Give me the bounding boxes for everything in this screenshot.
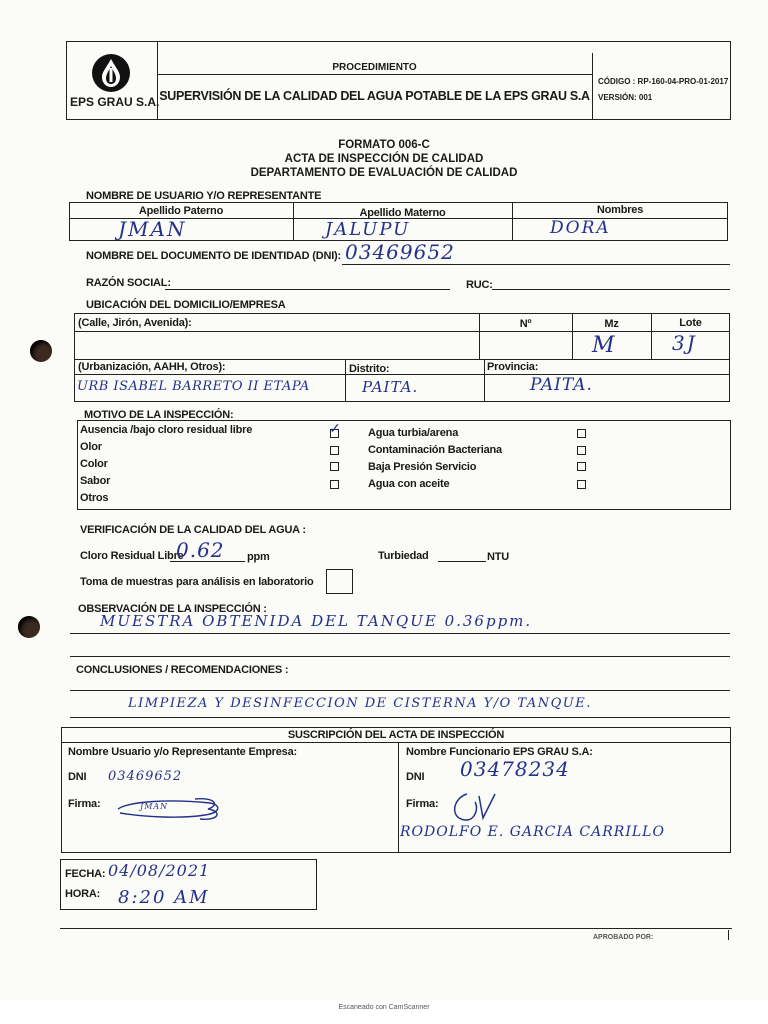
checkbox-olor[interactable] <box>330 446 339 455</box>
col-apellido-paterno: Apellido Paterno <box>138 205 224 217</box>
dni-value: 03469652 <box>345 240 455 264</box>
number-label: Nº <box>519 318 532 330</box>
district-label: Distrito: <box>349 363 390 375</box>
lote-label: Lote <box>679 317 702 329</box>
ruc-label: RUC: <box>466 279 493 291</box>
document-code: CÓDIGO : RP-160-04-PRO-01-2017 <box>598 77 729 86</box>
user-representative-label: Nombre Usuario y/o Representante Empresa: <box>68 746 297 758</box>
punch-hole-top <box>30 340 52 362</box>
district-value: PAITA. <box>362 378 419 396</box>
urbanization-value: URB ISABEL BARRETO II ETAPA <box>77 379 310 394</box>
muestras-checkbox[interactable] <box>326 569 353 594</box>
checkbox-sabor[interactable] <box>330 480 339 489</box>
camscanner-watermark: Escaneado con CamScanner <box>338 1004 430 1011</box>
checkbox-agua-turbia[interactable] <box>577 429 586 438</box>
conclusions-section-title: CONCLUSIONES / RECOMENDACIONES : <box>76 664 289 676</box>
checkbox-baja-presion[interactable] <box>577 462 586 471</box>
department-title: DEPARTAMENTO DE EVALUACIÓN DE CALIDAD <box>250 167 518 179</box>
checkbox-contaminacion[interactable] <box>577 446 586 455</box>
conclusions-text: LIMPIEZA Y DESINFECCION DE CISTERNA Y/O TANQUE. <box>128 696 592 711</box>
apellido-materno-value: JALUPU <box>325 219 411 240</box>
col-nombres: Nombres <box>596 204 644 216</box>
user-firma-label: Firma: <box>68 798 101 810</box>
motive-right-2: Baja Presión Servicio <box>368 461 477 473</box>
company-name: EPS GRAU S.A. <box>70 95 160 109</box>
muestras-label: Toma de muestras para análisis en laboratorio <box>80 576 314 588</box>
official-label: Nombre Funcionario EPS GRAU S.A: <box>406 746 593 758</box>
mz-label: Mz <box>604 318 619 330</box>
cloro-value: 0.62 <box>176 538 225 562</box>
street-label: (Calle, Jirón, Avenida): <box>78 317 192 329</box>
verification-section-title: VERIFICACIÓN DE LA CALIDAD DEL AGUA : <box>80 524 306 536</box>
motive-right-3: Agua con aceite <box>368 478 450 490</box>
official-name: RODOLFO E. GARCIA CARRILLO <box>400 824 665 840</box>
motive-left-1: Olor <box>80 441 102 453</box>
eps-grau-logo <box>90 52 132 94</box>
observation-section-title: OBSERVACIÓN DE LA INSPECCIÓN : <box>78 603 267 615</box>
motive-left-0: Ausencia /bajo cloro residual libre <box>80 424 253 436</box>
format-code: FORMATO 006-C <box>338 139 430 151</box>
fecha-value: 04/08/2021 <box>108 861 211 880</box>
user-dni-label: DNI <box>68 771 87 783</box>
motive-left-2: Color <box>80 458 108 470</box>
signature-section-title: SUSCRIPCIÓN DEL ACTA DE INSPECCIÓN <box>287 729 505 741</box>
cloro-label: Cloro Residual Libre <box>80 550 184 562</box>
motive-left-3: Sabor <box>80 475 111 487</box>
official-signature <box>445 788 515 826</box>
lote-value: 3J <box>672 331 697 355</box>
mz-value: M <box>592 333 615 358</box>
act-title: ACTA DE INSPECCIÓN DE CALIDAD <box>284 153 484 165</box>
observation-text: MUESTRA OBTENIDA DEL TANQUE 0.36ppm. <box>100 612 533 630</box>
user-signature: JMAN <box>110 795 230 825</box>
hora-label: HORA: <box>65 888 101 900</box>
nombres-value: DORA <box>550 218 611 238</box>
user-section-title: NOMBRE DE USUARIO Y/O REPRESENTANTE <box>86 190 322 202</box>
cloro-unit: ppm <box>247 551 270 563</box>
razon-social-label: RAZÓN SOCIAL: <box>86 277 171 289</box>
punch-hole-bottom <box>18 616 40 638</box>
user-dni-value: 03469652 <box>108 769 183 784</box>
urbanization-label: (Urbanización, AAHH, Otros): <box>78 361 226 373</box>
location-section-title: UBICACIÓN DEL DOMICILIO/EMPRESA <box>86 299 286 311</box>
check-mark-icon: ✓ <box>329 421 341 437</box>
fecha-label: FECHA: <box>65 868 106 880</box>
province-label: Provincia: <box>487 361 539 373</box>
motive-right-1: Contaminación Bacteriana <box>368 444 502 456</box>
checkbox-color[interactable] <box>330 462 339 471</box>
official-firma-label: Firma: <box>406 798 439 810</box>
dni-label: NOMBRE DEL DOCUMENTO DE IDENTIDAD (DNI): <box>86 250 341 262</box>
procedure-title: SUPERVISIÓN DE LA CALIDAD DEL AGUA POTABLE DE LA EPS GRAU S.A <box>159 89 590 103</box>
procedure-label: PROCEDIMIENTO <box>332 62 417 73</box>
motive-left-4: Otros <box>80 492 109 504</box>
checkbox-aceite[interactable] <box>577 480 586 489</box>
col-apellido-materno: Apellido Materno <box>359 207 446 219</box>
turbiedad-unit: NTU <box>487 551 510 563</box>
turbiedad-label: Turbiedad <box>378 550 429 562</box>
hora-value: 8:20 AM <box>118 887 210 908</box>
motive-section-title: MOTIVO DE LA INSPECCIÓN: <box>84 409 234 421</box>
approved-label: APROBADO POR: <box>593 934 654 941</box>
province-value: PAITA. <box>530 375 593 395</box>
motive-right-0: Agua turbia/arena <box>368 427 459 439</box>
official-dni-value: 03478234 <box>460 757 570 781</box>
apellido-paterno-value: JMAN <box>118 217 187 241</box>
official-dni-label: DNI <box>406 771 425 783</box>
document-version: VERSIÓN: 001 <box>598 93 653 102</box>
